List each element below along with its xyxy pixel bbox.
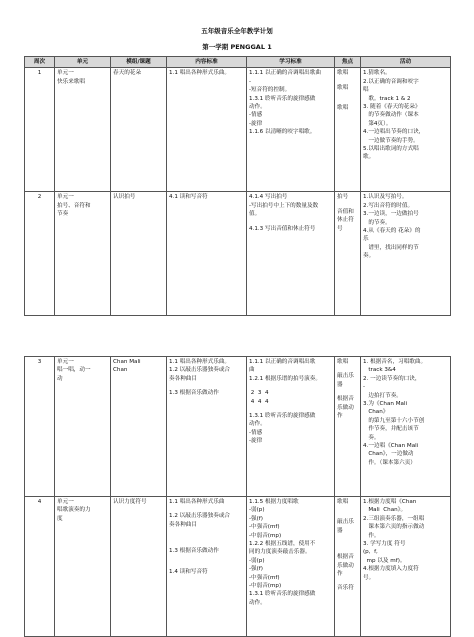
cell-line: 的节奏做动作（课本 — [363, 112, 419, 119]
cell-line: 器 — [337, 527, 343, 534]
cell-line: 乐做动 — [337, 404, 354, 411]
learning-standard-cell — [247, 68, 335, 192]
module-cell — [111, 357, 167, 497]
learning-standard-cell — [247, 192, 335, 316]
cell-line: 2. 一边读节奏的口诀， — [363, 375, 421, 382]
cell-line: 5.以唱出歌词的方式唱 — [363, 146, 419, 153]
cell-line: 2.以正确的音调和咬字 — [363, 78, 419, 85]
cell-line: 1.1 唱出各种形式乐曲。 — [169, 359, 231, 365]
cell-line: Chan Mali — [113, 359, 141, 365]
cell-line: 1.3.1 聆听音乐的旋律感做 — [249, 95, 316, 102]
cell-line: -情感 — [249, 429, 263, 436]
focus-cell — [335, 68, 361, 192]
cell-line: 作节奏，并配击该节 — [363, 426, 419, 433]
cell-line: 歌唱 — [337, 499, 349, 505]
content-standard-cell — [167, 192, 247, 316]
cell-line: 动作。 — [249, 421, 266, 428]
unit-cell — [55, 192, 111, 316]
cell-line: 乐 — [363, 236, 369, 243]
cell-line: 4.一边唱《Chan Mali — [363, 443, 419, 450]
cell-line: 1.1.5 根据力度唱歌 — [249, 499, 299, 505]
cell-line: - — [249, 78, 252, 85]
cell-line: -旋律 — [249, 120, 263, 127]
cell-line: -旋律 — [249, 438, 263, 445]
week-cell: 3 — [25, 357, 55, 497]
cell-line: 拍号、音符和 — [57, 202, 91, 209]
cell-line: 2.写出音符的时值。 — [363, 202, 414, 209]
cell-line: -弱(p) — [249, 507, 265, 514]
cell-line: 1.3 根据音乐做动作 — [169, 548, 219, 555]
cell-line: 歌唱 — [337, 84, 349, 91]
cell-line: 4.1 读和写音符 — [169, 194, 208, 201]
cell-line: 3. 学写力度 符号 — [363, 541, 406, 548]
cell-line: 单元一 — [57, 359, 74, 365]
cell-line: 1. 根据音名，习唱歌曲。 — [363, 359, 427, 365]
content-standard-cell — [167, 497, 247, 637]
cell-line: -弱(p) — [249, 557, 265, 564]
cell-line: 歌唱 — [337, 70, 349, 77]
cell-line: 歌唱 — [337, 105, 349, 112]
module-cell — [111, 192, 167, 316]
cell-line: 奏各种曲目 — [169, 521, 197, 528]
cell-line: 奏。 — [363, 253, 375, 260]
cell-line: 1.1.6 以清晰的咬字唱歌。 — [249, 129, 316, 136]
cell-line: 曲 — [249, 367, 255, 374]
cell-line: 奏。 — [363, 434, 380, 441]
cell-line: 音乐符 — [337, 585, 354, 592]
cell-line: 3. 随着《春天的花朵》 — [363, 104, 421, 111]
cell-line: 1.3 根据音乐做动作 — [169, 390, 219, 397]
learning-standard-cell — [247, 497, 335, 637]
cell-line: 1.根据力度唱《Chan — [363, 499, 417, 505]
cell-line: 歌。 — [363, 154, 375, 161]
plan-table-second — [24, 356, 451, 637]
cell-line: 1.1.1 以正确的音调唱出歌曲 — [249, 70, 321, 77]
cell-line: 单元一 — [57, 194, 74, 201]
cell-line: -强(f) — [249, 566, 263, 573]
cell-line: 单元一 — [57, 70, 74, 77]
cell-line: 乐做动 — [337, 562, 354, 569]
cell-line: 号 — [337, 225, 343, 232]
cell-line: -短音符的控制。 — [249, 87, 291, 94]
cell-line: 号。 — [363, 574, 375, 581]
cell-line: 音值和 — [337, 208, 354, 215]
cell-line: 1.2.2 根据五线谱，使用不 — [249, 541, 316, 548]
cell-line: 4.根据力度填入力度符 — [363, 566, 419, 573]
cell-line: 歌。track 1 & 2 — [363, 95, 411, 102]
learning-standard-cell — [247, 357, 335, 497]
cell-line: 1.1 唱出各种形式乐曲。 — [169, 70, 231, 77]
table-row — [25, 192, 451, 316]
cell-line: 1.3.1 聆听音乐的旋律感做 — [249, 591, 316, 598]
cell-line: -写出拍号中上下的数量及数 — [249, 202, 319, 209]
cell-line: 拍号 — [337, 194, 349, 201]
table-row — [25, 497, 451, 637]
cell-line: 作。 — [363, 532, 380, 539]
cell-line: -情感 — [249, 112, 263, 119]
cell-line: 作 — [337, 413, 343, 420]
activity-cell — [361, 357, 451, 497]
cell-line: 根据音 — [337, 554, 354, 561]
week-cell: 1 — [25, 68, 55, 192]
header-week: 周次 — [25, 57, 55, 68]
cell-line: 4.1.4 写出拍号 — [249, 194, 288, 201]
focus-cell — [335, 192, 361, 316]
document-subtitle: 第一学期 PENGGAL 1 — [202, 43, 272, 51]
cell-line: track 3&4 — [363, 367, 396, 374]
header-content-standard: 内容标准 — [167, 57, 247, 68]
cell-line: 春天的花朵 — [113, 70, 141, 77]
cell-line: 课本第六页的指示做动 — [363, 524, 425, 531]
cell-line: 动作。 — [249, 599, 266, 606]
cell-line: 度 — [57, 515, 63, 522]
cell-line: 的节奏。 — [363, 219, 391, 226]
cell-line: Chan》，一边做动 — [363, 451, 414, 458]
header-focus: 焦点 — [335, 57, 361, 68]
cell-line: 单元一 — [57, 499, 74, 505]
cell-line: 2.三组演奏乐器，一组唱 — [363, 515, 425, 522]
cell-line: -中强音(mf) — [249, 574, 280, 581]
cell-line: 休止符 — [337, 217, 354, 224]
cell-line: 1.2 以敲击乐器独奏或合 — [169, 513, 231, 520]
cell-line: 2 3 4 — [249, 390, 269, 397]
focus-cell — [335, 357, 361, 497]
cell-line: 根据音 — [337, 396, 354, 403]
cell-line: 4.1.3 写出音值和休止符号 — [249, 225, 316, 232]
table-row — [25, 357, 451, 497]
cell-line: 1.4 读和写音符 — [169, 568, 208, 575]
header-activity: 活动 — [361, 57, 451, 68]
activity-cell — [361, 497, 451, 637]
cell-line: -中弱音(mp) — [249, 532, 282, 539]
cell-line: 认识拍号 — [113, 194, 136, 201]
cell-line: -中强音(mf) — [249, 524, 280, 531]
cell-line: 1.猜歌名。 — [363, 70, 391, 77]
cell-line: 敲击乐 — [337, 373, 354, 380]
cell-line: -强(f) — [249, 515, 263, 522]
plan-table-first — [24, 56, 451, 316]
cell-line: 器 — [337, 381, 343, 388]
activity-cell — [361, 192, 451, 316]
table-header-row — [25, 57, 451, 68]
cell-line: 同的力度演奏敲击乐器。 — [249, 549, 311, 556]
cell-line: 1.认识及写拍号。 — [363, 194, 408, 201]
cell-line: 唱一唱，动一 — [57, 367, 91, 374]
cell-line: 一边做节奏的手势。 — [363, 137, 419, 144]
unit-cell — [55, 68, 111, 192]
header-unit: 单元 — [55, 57, 111, 68]
cell-line: 作。（课本第六页） — [363, 459, 416, 466]
activity-cell — [361, 68, 451, 192]
cell-line: 节奏 — [57, 211, 69, 218]
content-standard-cell — [167, 68, 247, 192]
cell-line: 4.从《春天的 花朵》的 — [363, 228, 421, 235]
cell-line: 1.1 唱出各种形式乐曲 — [169, 499, 225, 505]
cell-line: 4 4 4 — [249, 398, 269, 405]
cell-line: 1.3.1 聆听音乐的旋律感做 — [249, 413, 316, 420]
header-module: 模组/课题 — [111, 57, 167, 68]
cell-line: Mali Chan》。 — [363, 507, 407, 514]
cell-line: 4.一边唱出节奏的口诀， — [363, 129, 425, 136]
cell-line: mp 以及 mf)。 — [363, 557, 406, 564]
cell-line: 敲击乐 — [337, 519, 354, 526]
cell-line: Chan》 — [363, 409, 389, 416]
content-standard-cell — [167, 357, 247, 497]
cell-line: 唱 — [363, 87, 369, 94]
cell-line: 边拍打节奏。 — [363, 392, 402, 399]
cell-line: 的第九至第十六小节创 — [363, 417, 425, 424]
cell-line: 谱里，找出同样的节 — [363, 244, 419, 251]
cell-line: 1.2.1 根据乐谱的拍号演奏。 — [249, 375, 321, 382]
week-cell: 4 — [25, 497, 55, 637]
cell-line: 奏各种曲目 — [169, 375, 197, 382]
unit-cell — [55, 357, 111, 497]
focus-cell — [335, 497, 361, 637]
cell-line: 动 — [57, 375, 63, 382]
cell-line: 唱歌演奏的力 — [57, 507, 91, 514]
cell-line: 值。 — [249, 211, 261, 218]
cell-line: 3.为《Chan Mali — [363, 401, 408, 408]
cell-line: -中弱音(mp) — [249, 583, 282, 590]
cell-line: 第4页）。 — [363, 120, 392, 127]
cell-line: 歌唱 — [337, 359, 349, 365]
unit-cell — [55, 497, 111, 637]
week-cell: 2 — [25, 192, 55, 316]
module-cell — [111, 68, 167, 192]
document-title: 五年级音乐全年教学计划 — [201, 27, 273, 35]
cell-line: 快乐来歌唱 — [57, 78, 85, 85]
cell-line: (p, f, — [363, 549, 378, 556]
cell-line: - — [363, 384, 366, 391]
module-cell — [111, 497, 167, 637]
cell-line: 动作。 — [249, 104, 266, 111]
table-row — [25, 68, 451, 192]
cell-line: 作 — [337, 571, 343, 578]
header-learning-standard: 学习标准 — [247, 57, 335, 68]
cell-line: 认识力度符号 — [113, 499, 147, 505]
cell-line: 3.一边读，一边做拍号 — [363, 211, 419, 218]
cell-line: 1.2 以敲击乐器独奏或合 — [169, 367, 231, 374]
cell-line: 1.1.1 以正确的音调唱出歌 — [249, 359, 316, 365]
cell-line: Chan — [113, 367, 128, 374]
